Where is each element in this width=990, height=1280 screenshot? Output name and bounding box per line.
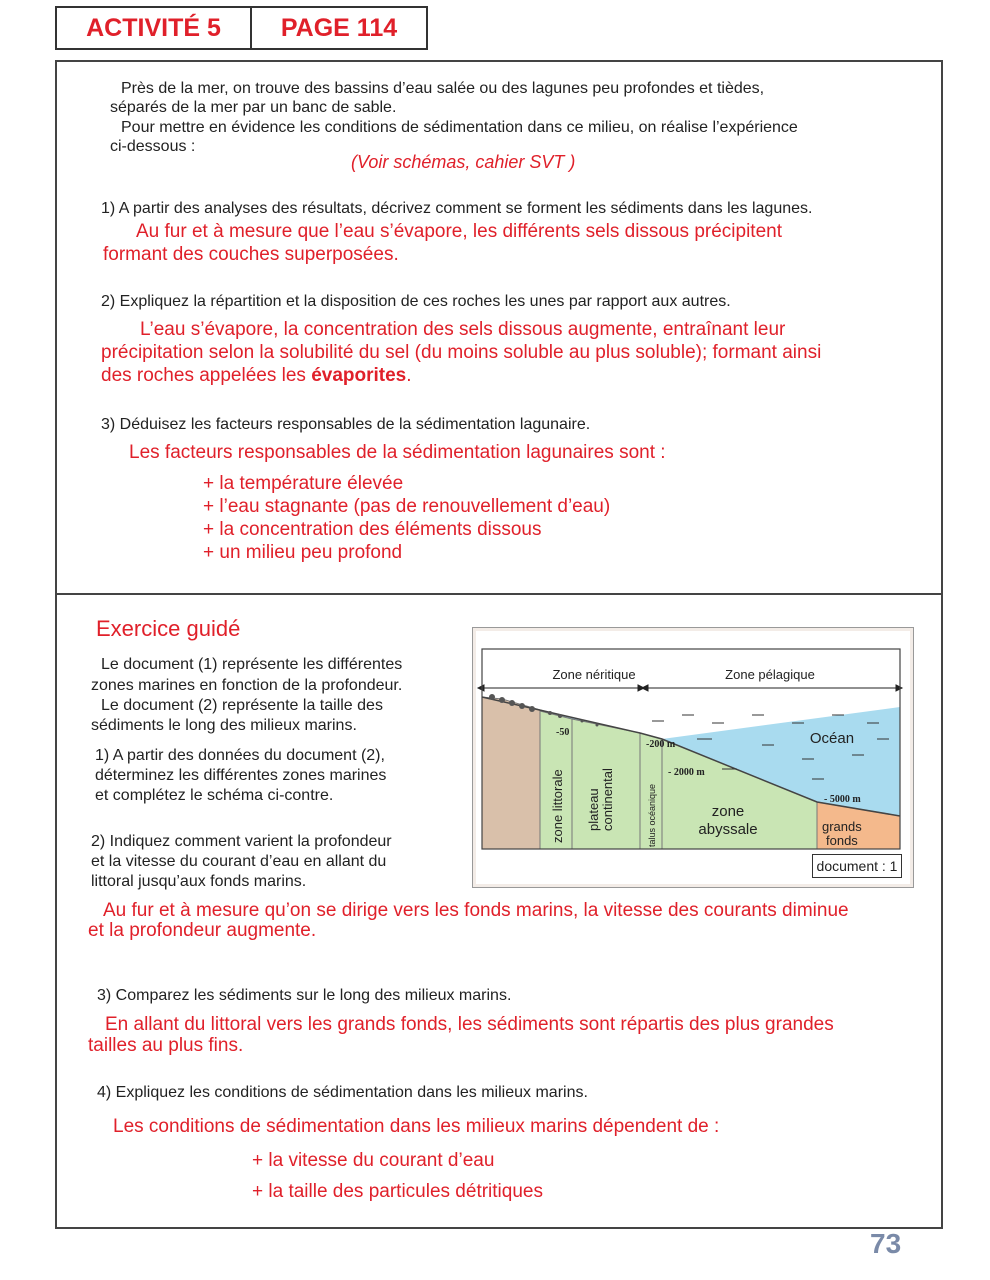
- page-number: 73: [870, 1228, 902, 1259]
- exercise-a4-intro: Les conditions de sédimentation dans les milieux marins dépendent de :: [113, 1116, 720, 1137]
- activity-label: ACTIVITÉ 5: [55, 6, 252, 50]
- answer-3-intro: Les facteurs responsables de la sédimentation lagunaires sont :: [129, 442, 666, 463]
- zone-label: zone: [711, 803, 745, 820]
- question-2: 2) Expliquez la répartition et la disposition de ces roches les unes par rapport aux autres.: [101, 293, 731, 310]
- condition-item: + la vitesse du courant d’eau: [252, 1150, 495, 1171]
- depth-50-label: -50: [556, 727, 570, 738]
- condition-item: + la taille des particules détritiques: [252, 1181, 543, 1202]
- grands-label: grands: [822, 819, 862, 834]
- answer-1-line-1: Au fur et à mesure que l’eau s’évapore, les différents sels dissous précipitent: [136, 221, 782, 242]
- exercise-q1-line-1: 1) A partir des données du document (2),: [95, 747, 385, 764]
- depth-5000-label: - 5000 m: [824, 794, 861, 805]
- ocean-label: Océan: [809, 730, 855, 747]
- answer-2-line-3: des roches appelées les évaporites.: [101, 365, 412, 386]
- marine-zones-diagram: [472, 627, 912, 886]
- zone-pelagique-label: Zone pélagique: [725, 667, 815, 682]
- zone-neritique-label: Zone néritique: [552, 667, 636, 682]
- factor-item: + la température élevée: [203, 473, 404, 494]
- factor-item: + l’eau stagnante (pas de renouvellement d’eau): [203, 496, 611, 517]
- exercise-q2-line-1: 2) Indiquez comment varient la profondeur: [91, 833, 392, 850]
- depth-2000-label: - 2000 m: [668, 767, 705, 778]
- exercise-q1-line-2: déterminez les différentes zones marines: [95, 767, 387, 784]
- zone-arrows: [478, 685, 902, 691]
- depth-200-label: -200 m: [646, 739, 676, 750]
- question-1: 1) A partir des analyses des résultats, décrivez comment se forment les sédiments dans les lagunes.: [101, 200, 813, 217]
- exercise-a2-line-1: Au fur et à mesure qu’on se dirige vers les fonds marins, la vitesse des courants diminue: [103, 900, 849, 921]
- factor-item: + la concentration des éléments dissous: [203, 519, 542, 540]
- answer-2-line-1: L’eau s’évapore, la concentration des sels dissous augmente, entraînant leur: [140, 319, 786, 340]
- evaporites-term: évaporites: [311, 365, 407, 386]
- exercise-intro-3: Le document (2) représente la taille des: [101, 697, 383, 714]
- answer-1-line-2: formant des couches superposées.: [103, 244, 399, 265]
- abyssale-label: abyssale: [698, 821, 758, 838]
- plateau-label: plateau: [586, 788, 601, 831]
- exercise-intro-2: zones marines en fonction de la profondeur.: [91, 677, 403, 694]
- factor-item: + un milieu peu profond: [203, 542, 403, 563]
- exercise-q4: 4) Expliquez les conditions de sédimentation dans les milieux marins.: [97, 1084, 588, 1101]
- question-3: 3) Déduisez les facteurs responsables de la sédimentation lagunaire.: [101, 416, 591, 433]
- zone-littorale-label: zone littorale: [550, 769, 565, 843]
- exercise-q3: 3) Comparez les sédiments sur le long des milieux marins.: [97, 987, 512, 1004]
- talus-label: talus océanique: [647, 783, 657, 847]
- exercise-q2-line-2: et la vitesse du courant d’eau en allant du: [91, 853, 387, 870]
- exercise-title: Exercice guidé: [96, 616, 241, 641]
- coast-land: [482, 697, 544, 849]
- exercise-intro-4: sédiments le long des milieux marins.: [91, 717, 357, 734]
- exercise-intro-1: Le document (1) représente les différentes: [101, 656, 403, 673]
- exercise-q1-line-3: et complétez le schéma ci-contre.: [95, 787, 334, 804]
- exercise-a3-line-2: tailles au plus fins.: [88, 1035, 244, 1056]
- continental-label: continental: [600, 768, 615, 831]
- fonds-label: fonds: [826, 833, 858, 848]
- intro-line-4: ci-dessous :: [110, 138, 196, 155]
- exercise-a2-line-2: et la profondeur augmente.: [88, 920, 317, 941]
- page-reference: PAGE 114: [250, 6, 428, 50]
- see-note: (Voir schémas, cahier SVT ): [351, 152, 576, 172]
- intro-line-3: Pour mettre en évidence les conditions de sédimentation dans ce milieu, on réalise l’expérience: [121, 119, 798, 136]
- exercise-q2-line-3: littoral jusqu’aux fonds marins.: [91, 873, 307, 890]
- document-label: document : 1: [812, 854, 902, 878]
- answer-2-line-2: précipitation selon la solubilité du sel (du moins soluble au plus soluble); formant ainsi: [101, 342, 822, 363]
- intro-line-2: séparés de la mer par un banc de sable.: [110, 99, 397, 116]
- intro-line-1: Près de la mer, on trouve des bassins d’eau salée ou des lagunes peu profondes et tièdes,: [121, 80, 765, 97]
- exercise-a3-line-1: En allant du littoral vers les grands fonds, les sédiments sont répartis des plus grandes: [105, 1014, 834, 1035]
